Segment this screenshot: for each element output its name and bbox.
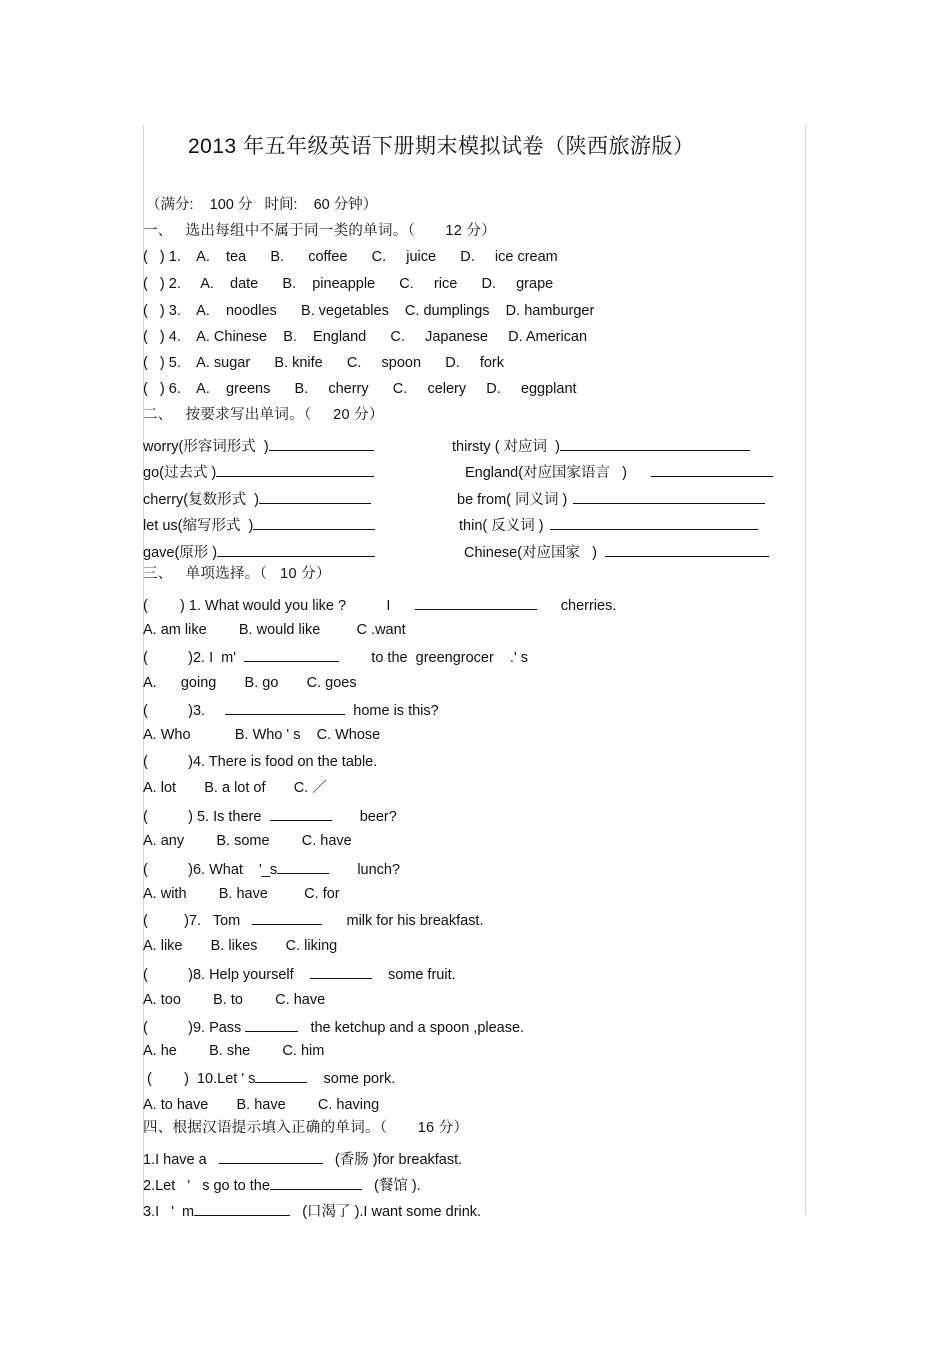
s4-q2-tail: (餐馆 ). xyxy=(374,1178,421,1194)
answer-blank[interactable] xyxy=(651,462,773,477)
s2-left-2-label: go(过去式 ) xyxy=(143,465,217,481)
s2-right-5-label: Chinese(对应国家 ) xyxy=(464,545,597,561)
s3-question-8 xyxy=(143,964,456,984)
s2-right-3 xyxy=(457,489,765,509)
s3-question-1 xyxy=(143,595,616,615)
s1-question-4: ( ) 4. A. Chinese B. England C. Japanese D. American xyxy=(143,329,588,345)
s3-q9-options: A. he B. she C. him xyxy=(143,1043,325,1059)
answer-blank[interactable] xyxy=(310,964,372,979)
s3-q1-tail: cherries. xyxy=(560,598,617,614)
answer-blank[interactable] xyxy=(225,700,345,715)
s3-q3-options: A. Who B. Who ' s C. Whose xyxy=(143,727,381,743)
s3-q5-tail: beer? xyxy=(359,809,397,825)
answer-blank[interactable] xyxy=(252,910,322,925)
answer-blank[interactable] xyxy=(415,595,537,610)
answer-blank[interactable] xyxy=(277,859,329,874)
s3-question-4: ( )4. There is food on the table. xyxy=(143,754,378,770)
s1-question-1: ( ) 1. A. tea B. coffee C. juice D. ice cream xyxy=(143,249,558,265)
s4-q3-tail: (口渴了 ).I want some drink. xyxy=(302,1204,482,1220)
s3-q6-options: A. with B. have C. for xyxy=(143,886,340,902)
s3-q10-options: A. to have B. have C. having xyxy=(143,1097,380,1113)
s1-question-6: ( ) 6. A. greens B. cherry C. celery D. eggplant xyxy=(143,381,577,397)
answer-blank[interactable] xyxy=(216,462,374,477)
s1-question-2: ( ) 2. A. date B. pineapple C. rice D. grape xyxy=(143,276,554,292)
s2-left-1-label: worry(形容词形式 ) xyxy=(143,439,269,455)
answer-blank[interactable] xyxy=(573,489,765,504)
answer-blank[interactable] xyxy=(259,489,371,504)
s4-q3-stem: 3.I ' m xyxy=(143,1204,195,1220)
s4-question-2 xyxy=(143,1175,421,1195)
s4-question-1 xyxy=(143,1149,462,1169)
s4-question-3 xyxy=(143,1201,481,1221)
section4-heading: 四、根据汉语提示填入正确的单词。（ 16 分） xyxy=(143,1120,469,1136)
s2-left-3 xyxy=(143,489,371,509)
s3-q3-stem: ( )3. xyxy=(143,703,206,719)
s3-q7-stem: ( )7. Tom xyxy=(143,913,241,929)
s1-question-5: ( ) 5. A. sugar B. knife C. spoon D. fork xyxy=(143,355,505,371)
answer-blank[interactable] xyxy=(219,1149,323,1164)
s3-question-9 xyxy=(143,1017,524,1037)
s3-q7-tail: milk for his breakfast. xyxy=(346,913,484,929)
s3-q2-tail: to the greengrocer .' s xyxy=(371,650,529,666)
answer-blank[interactable] xyxy=(560,436,750,451)
s3-q9-tail: the ketchup and a spoon ,please. xyxy=(310,1020,525,1036)
s3-q10-stem: ( ) 10.Let ' s xyxy=(143,1071,256,1087)
s3-q2-stem: ( )2. I m' xyxy=(143,650,236,666)
answer-blank[interactable] xyxy=(253,515,375,530)
s2-left-3-label: cherry(复数形式 ) xyxy=(143,492,259,508)
s3-question-2 xyxy=(143,647,528,667)
s2-right-1 xyxy=(452,436,750,456)
s2-left-4 xyxy=(143,515,375,535)
answer-blank[interactable] xyxy=(255,1068,307,1083)
s3-q8-options: A. too B. to C. have xyxy=(143,992,326,1008)
s3-q1-options: A. am like B. would like C .want xyxy=(143,622,406,638)
s3-q5-options: A. any B. some C. have xyxy=(143,833,352,849)
s3-q1-stem: ( ) 1. What would you like ? I xyxy=(143,598,391,614)
answer-blank[interactable] xyxy=(270,1175,362,1190)
s3-q6-tail: lunch? xyxy=(357,862,401,878)
answer-blank[interactable] xyxy=(244,647,339,662)
s3-question-5 xyxy=(143,806,397,826)
s3-q10-tail: some pork. xyxy=(323,1071,396,1087)
s2-right-4 xyxy=(459,515,758,535)
s3-q2-options: A. going B. go C. goes xyxy=(143,675,357,691)
s2-right-2-label: England(对应国家语言 ) xyxy=(465,465,627,481)
answer-blank[interactable] xyxy=(605,542,769,557)
answer-blank[interactable] xyxy=(217,542,375,557)
s2-left-5-label: gave(原形 ) xyxy=(143,545,218,561)
s2-left-1 xyxy=(143,436,374,456)
s3-q7-options: A. like B. likes C. liking xyxy=(143,938,338,954)
s3-question-3 xyxy=(143,700,439,720)
answer-blank[interactable] xyxy=(194,1201,290,1216)
answer-blank[interactable] xyxy=(270,806,332,821)
s3-question-10 xyxy=(143,1068,395,1088)
s2-right-2 xyxy=(465,462,773,482)
s2-left-2 xyxy=(143,462,374,482)
s3-q4-options: A. lot B. a lot of C. ／ xyxy=(143,780,327,796)
s3-q8-stem: ( )8. Help yourself xyxy=(143,967,294,983)
s1-question-3: ( ) 3. A. noodles B. vegetables C. dumplings D. hamburger xyxy=(143,303,595,319)
s2-right-3-label: be from( 同义词 ) xyxy=(457,492,568,508)
section1-heading: 一、 选出每组中不属于同一类的单词。（ 12 分） xyxy=(143,223,497,239)
s2-right-1-label: thirsty ( 对应词 ) xyxy=(452,439,560,455)
section2-heading: 二、 按要求写出单词。（ 20 分） xyxy=(143,407,384,423)
exam-meta: （满分: 100 分 时间: 60 分钟） xyxy=(146,197,378,213)
s3-q6-stem: ( )6. What '_s xyxy=(143,862,278,878)
s3-q5-stem: ( ) 5. Is there xyxy=(143,809,262,825)
s3-q8-tail: some fruit. xyxy=(387,967,456,983)
section3-heading: 三、 单项选择。（ 10 分） xyxy=(143,566,331,582)
page-right-border xyxy=(805,125,806,1215)
s4-q1-tail: (香肠 )for breakfast. xyxy=(334,1152,463,1168)
s3-q9-stem: ( )9. Pass xyxy=(143,1020,242,1036)
s3-q3-tail: home is this? xyxy=(353,703,439,719)
s2-left-4-label: let us(缩写形式 ) xyxy=(143,518,254,534)
answer-blank[interactable] xyxy=(245,1017,298,1032)
s2-left-5 xyxy=(143,542,375,562)
answer-blank[interactable] xyxy=(269,436,374,451)
page-title: 2013 年五年级英语下册期末模拟试卷（陕西旅游版） xyxy=(188,135,695,158)
s2-right-5 xyxy=(464,542,769,562)
s4-q1-stem: 1.I have a xyxy=(143,1152,207,1168)
s2-right-4-label: thin( 反义词 ) xyxy=(459,518,544,534)
s3-question-7 xyxy=(143,910,484,930)
s4-q2-stem: 2.Let ' s go to the xyxy=(143,1178,270,1194)
answer-blank[interactable] xyxy=(550,515,758,530)
s3-question-6 xyxy=(143,859,400,879)
